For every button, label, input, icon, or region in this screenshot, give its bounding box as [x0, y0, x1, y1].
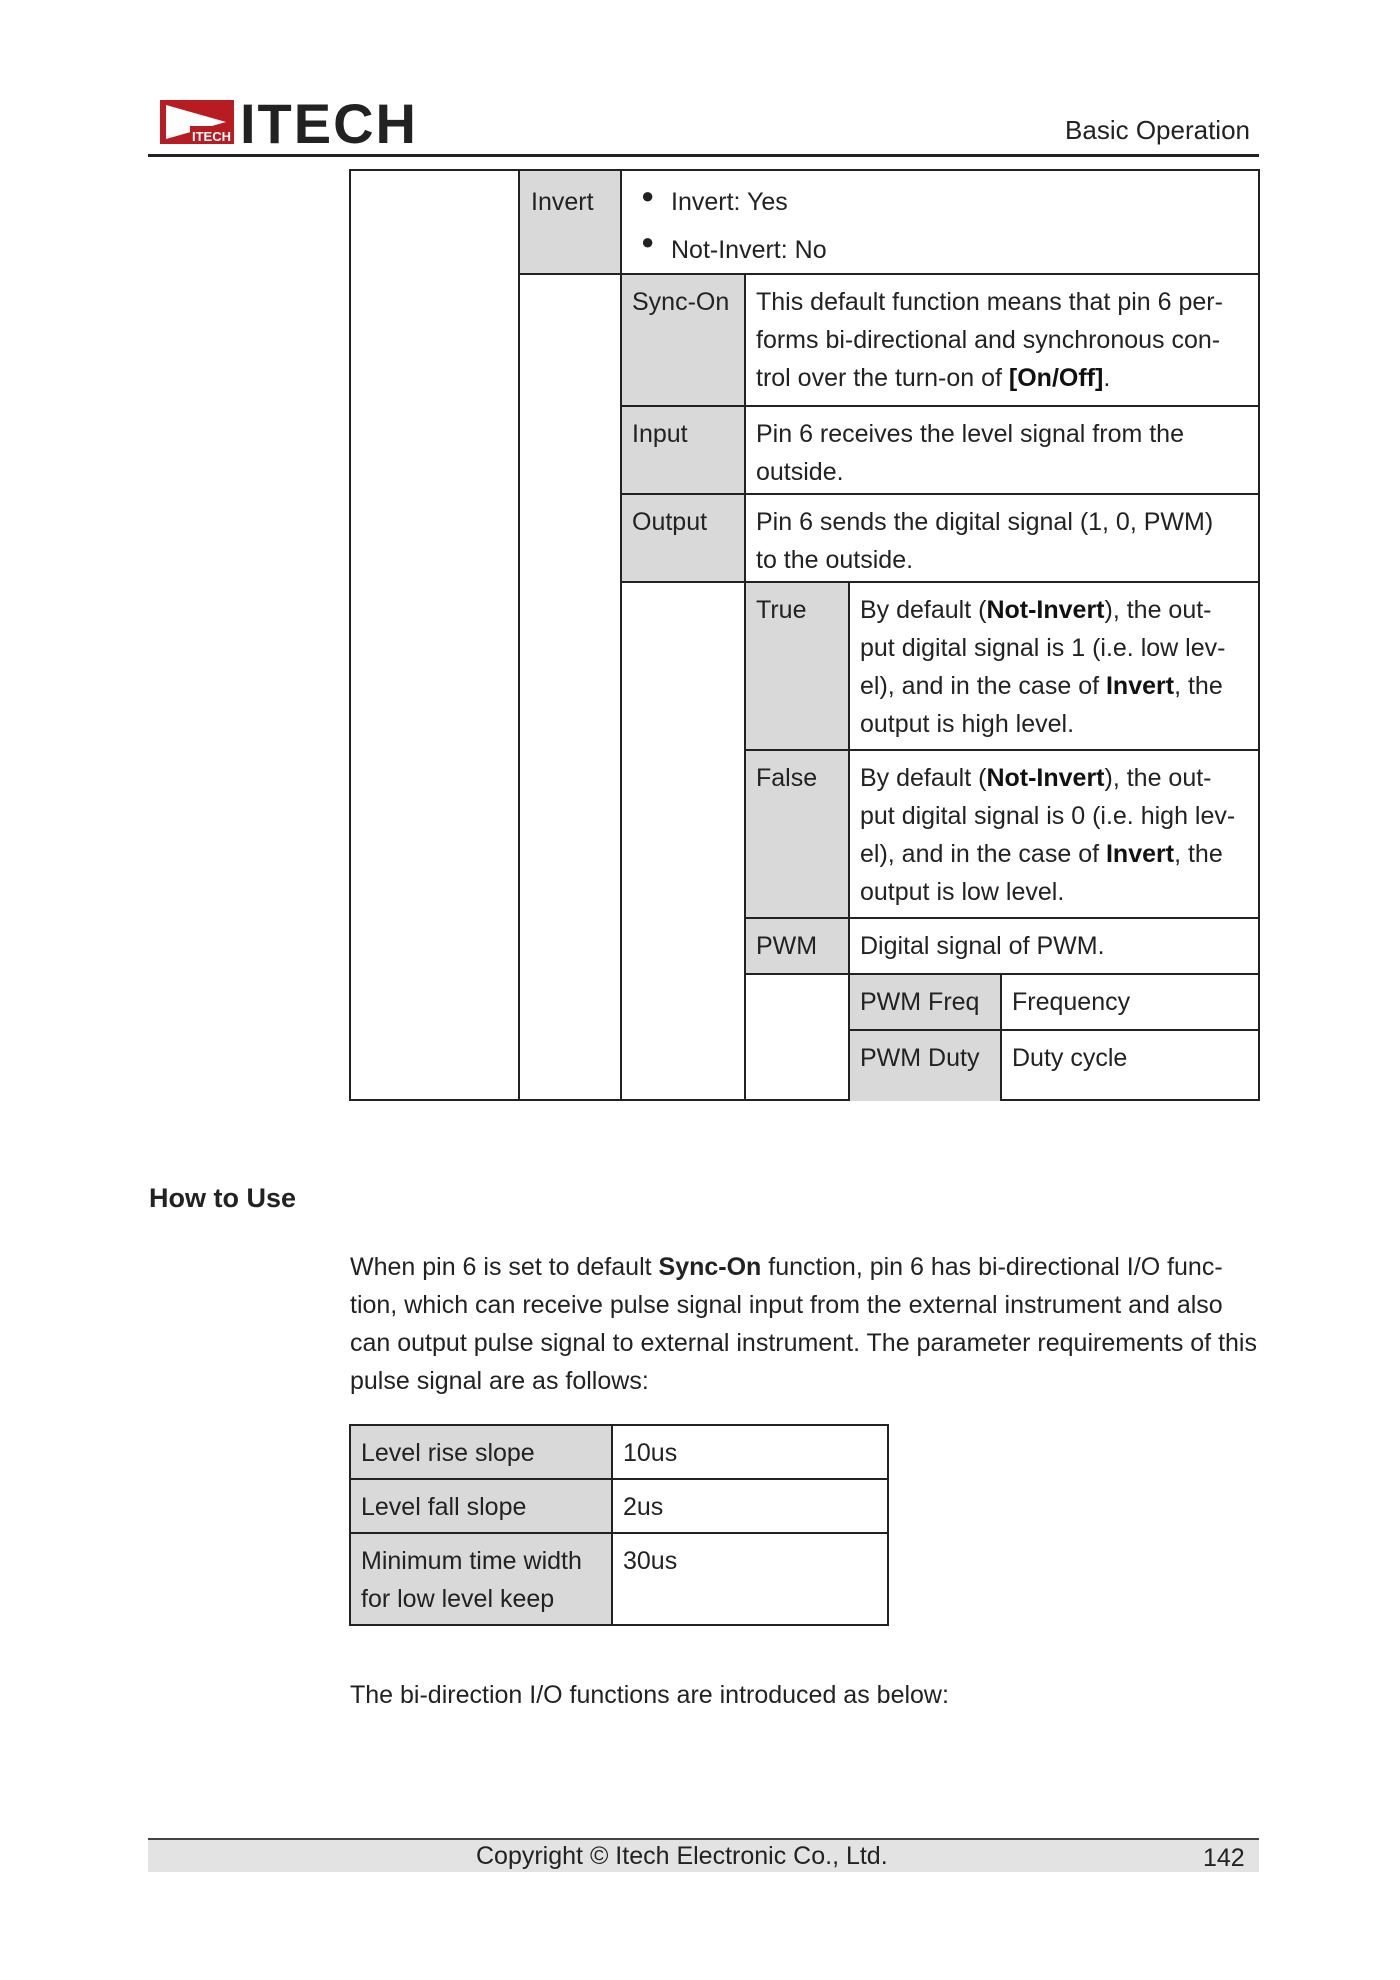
col-line-2	[620, 171, 622, 1101]
output-description: Pin 6 sends the digital signal (1, 0, PWM) to the outside.	[756, 508, 1214, 574]
param-name: Minimum time width for low level keep	[350, 1533, 612, 1625]
param-value: 2us	[612, 1479, 888, 1533]
header-rule	[148, 154, 1259, 157]
col-line-5	[1000, 973, 1002, 1101]
pwm-duty-label: PWM Duty	[860, 1044, 980, 1072]
how-to-use-paragraph: When pin 6 is set to default Sync-On function, pin 6 has bi-directional I/O func- tion, which can receive pulse signal input from the external instrument and also can output pulse signal to external instrument. The parameter requirements of this pulse signal are as follows:	[350, 1253, 1257, 1395]
output-label: Output	[632, 508, 708, 536]
col-line-1	[518, 171, 520, 1101]
bullet-icon: ●	[641, 229, 655, 254]
parameter-table	[349, 169, 1260, 1101]
pwm-freq-label: PWM Freq	[860, 988, 980, 1016]
invert-option-no: Not-Invert: No	[671, 236, 827, 264]
true-description: By default (Not-Invert), the out- put digital signal is 1 (i.e. low lev- el), and in the case of Invert, the output is high level.	[860, 596, 1226, 738]
pwm-freq-description: Frequency	[1012, 988, 1131, 1016]
row-line-invert	[518, 273, 1258, 275]
footer-copyright: Copyright © Itech Electronic Co., Ltd.	[476, 1842, 888, 1870]
logo-wordmark: ITECH	[240, 96, 418, 148]
input-description: Pin 6 receives the level signal from the outside.	[756, 420, 1184, 486]
pwm-label: PWM	[756, 932, 818, 960]
invert-option-yes: Invert: Yes	[671, 188, 788, 216]
pulse-parameter-table	[349, 1424, 889, 1626]
col-line-4b	[848, 973, 850, 1101]
pwm-description: Digital signal of PWM.	[860, 932, 1105, 960]
param-name: Level fall slope	[350, 1479, 612, 1533]
sync-on-description: This default function means that pin 6 per- forms bi-directional and synchronous con- trol over the turn-on of [On/Off].	[756, 288, 1223, 392]
bullet-icon: ●	[641, 183, 655, 208]
row-line-true	[744, 749, 1258, 751]
closing-text: The bi-direction I/O functions are introduced as below:	[350, 1681, 949, 1709]
param-value: 10us	[612, 1425, 888, 1479]
input-label: Input	[632, 420, 688, 448]
page-number: 142	[1203, 1844, 1245, 1872]
false-description: By default (Not-Invert), the out- put digital signal is 0 (i.e. high lev- el), and in the case of Invert, the output is low level.	[860, 764, 1236, 906]
table-row	[350, 1533, 888, 1625]
param-value: 30us	[612, 1533, 888, 1625]
table-row	[350, 1479, 888, 1533]
invert-label: Invert	[531, 188, 594, 216]
row-line-output	[620, 581, 1258, 583]
row-line-false	[744, 917, 1258, 919]
row-line-pwm	[744, 973, 1258, 975]
row-line-input	[620, 493, 1258, 495]
row-line-pwm-freq	[848, 1029, 1258, 1031]
logo-badge-text: ITECH	[192, 129, 231, 144]
col-line-3	[744, 273, 746, 1101]
header-section-title: Basic Operation	[1065, 115, 1250, 145]
false-label: False	[756, 764, 818, 792]
param-name: Level rise slope	[350, 1425, 612, 1479]
pwm-duty-description: Duty cycle	[1012, 1044, 1128, 1072]
how-to-use-heading: How to Use	[149, 1183, 297, 1213]
true-label: True	[756, 596, 807, 624]
table-row	[350, 1425, 888, 1479]
itech-logo	[160, 96, 430, 148]
col-line-4	[848, 581, 850, 975]
sync-on-label: Sync-On	[632, 288, 730, 316]
row-line-sync	[620, 405, 1258, 407]
